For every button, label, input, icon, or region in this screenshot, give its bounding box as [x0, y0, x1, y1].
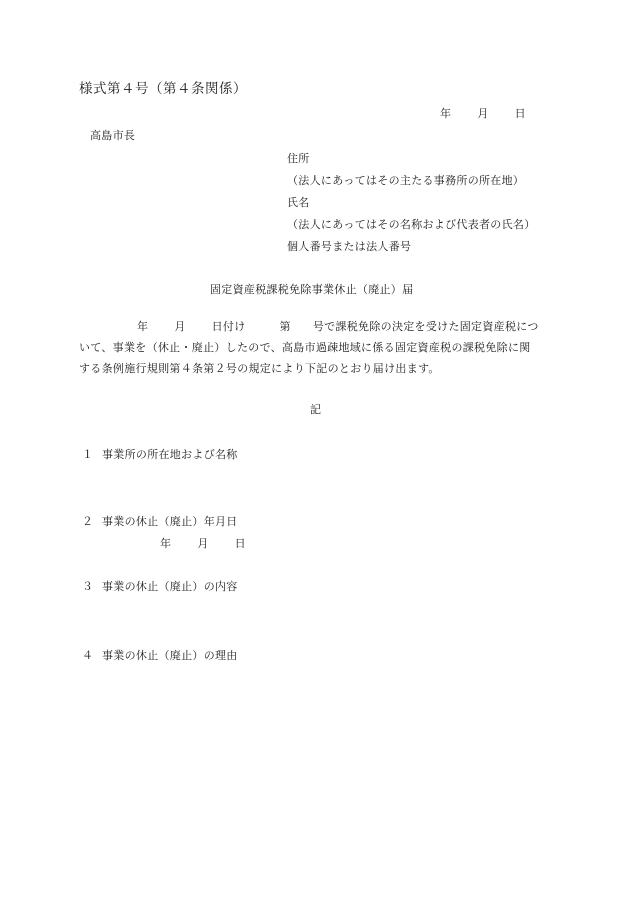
date-year: 年 [440, 107, 452, 120]
name-label: 氏名 [287, 196, 310, 209]
item-3 [82, 580, 238, 594]
item-number: ４ [82, 649, 94, 662]
item-2-date: 年 月 日 [160, 537, 246, 550]
ki-heading: 記 [310, 403, 322, 416]
item-label: 事業所の所在地および名称 [102, 448, 238, 461]
item-label: 事業の休止（廃止）の理由 [102, 649, 238, 662]
form-title: 様式第４号（第４条関係） [79, 81, 247, 97]
body-line-1: 年 月 日付け 第 号で課税免除の決定を受けた固定資産税につ [137, 320, 539, 333]
body-line-2: いて、事業を（休止・廃止）したので、高島市過疎地域に係る固定資産税の課税免除に関 [79, 341, 531, 354]
item-number: １ [82, 448, 94, 461]
item-label: 事業の休止（廃止）の内容 [102, 580, 238, 593]
id-number-label: 個人番号または法人番号 [287, 240, 412, 253]
item-number: ２ [82, 515, 94, 528]
submission-date [440, 107, 526, 121]
document-title: 固定資産税課税免除事業休止（廃止）届 [210, 283, 414, 296]
date-month: 月 [477, 107, 489, 120]
item-number: ３ [82, 580, 94, 593]
item-2 [82, 515, 238, 529]
addressee: 高島市長 [90, 129, 136, 142]
body-paragraph [79, 316, 551, 379]
address-note: （法人にあってはその主たる事務所の所在地） [287, 174, 525, 187]
item-1 [82, 448, 238, 462]
item-4 [82, 649, 238, 663]
date-day: 日 [514, 107, 526, 120]
body-line-3: する条例施行規則第４条第２号の規定により下記のとおり届け出ます。 [79, 362, 440, 375]
address-label: 住所 [287, 152, 310, 165]
name-note: （法人にあってはその名称および代表者の氏名） [287, 218, 536, 231]
item-label: 事業の休止（廃止）年月日 [102, 515, 238, 528]
